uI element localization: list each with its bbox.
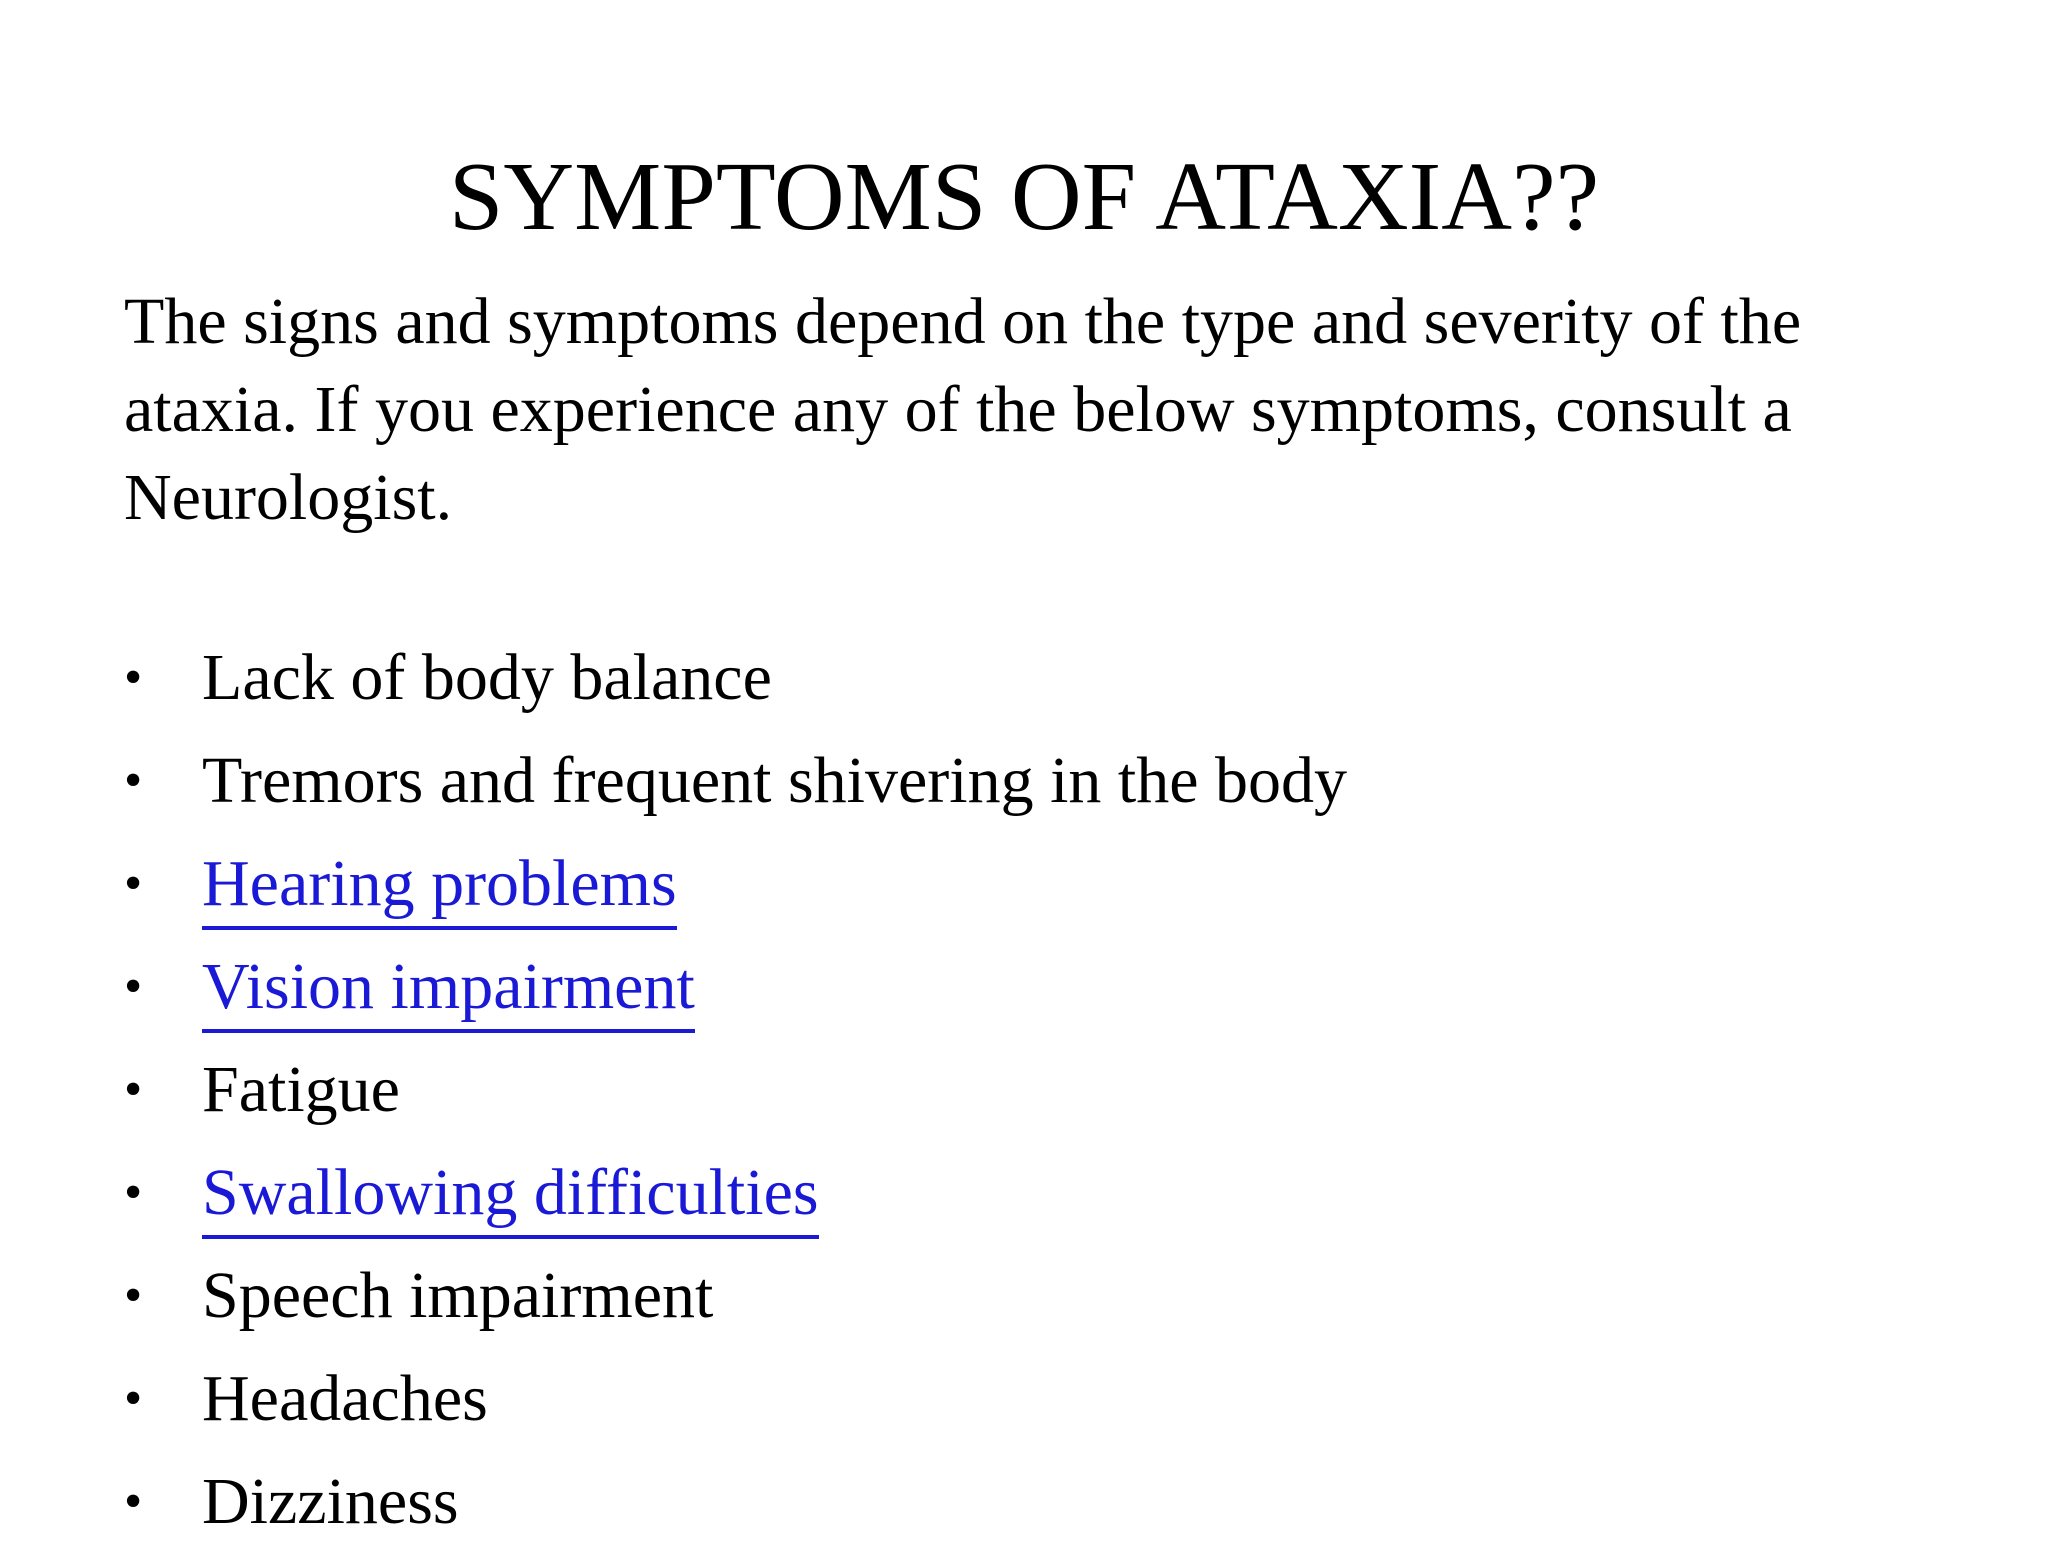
- bullet-icon: •: [124, 1267, 143, 1324]
- hearing-problems-link[interactable]: Hearing problems: [202, 847, 677, 930]
- symptom-dizziness: Dizziness: [202, 1465, 459, 1538]
- symptom-lack-of-balance: Lack of body balance: [202, 641, 772, 714]
- bullet-icon: •: [124, 649, 143, 706]
- swallowing-difficulties-link[interactable]: Swallowing difficulties: [202, 1156, 819, 1239]
- symptom-fatigue: Fatigue: [202, 1053, 400, 1126]
- symptom-tremors: Tremors and frequent shivering in the body: [202, 744, 1348, 817]
- symptom-headaches: Headaches: [202, 1362, 488, 1435]
- intro-paragraph: The signs and symptoms depend on the type and severity of the ataxia. If you experience any of the below symptoms, consult a Neurologist.: [124, 285, 1802, 534]
- bullet-icon: •: [124, 855, 143, 912]
- bullet-icon: •: [124, 1061, 143, 1118]
- bullet-icon: •: [124, 752, 143, 809]
- slide-title: SYMPTOMS OF ATAXIA??: [448, 143, 1600, 251]
- bullet-icon: •: [124, 958, 143, 1015]
- vision-impairment-link[interactable]: Vision impairment: [202, 950, 695, 1033]
- bullet-icon: •: [124, 1473, 143, 1530]
- bullet-icon: •: [124, 1164, 143, 1221]
- symptom-speech-impairment: Speech impairment: [202, 1259, 714, 1332]
- bullet-icon: •: [124, 1370, 143, 1427]
